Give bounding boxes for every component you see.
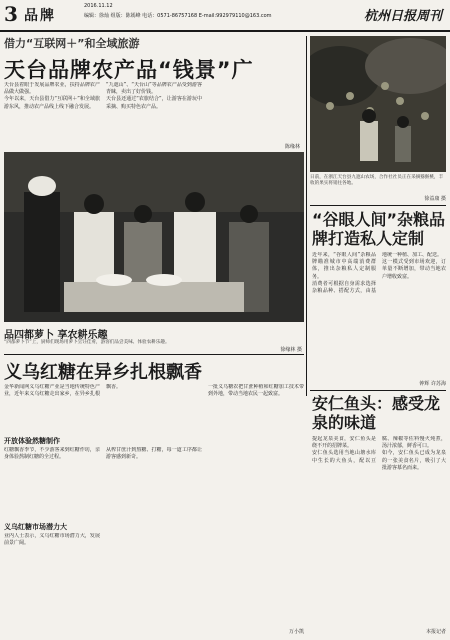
sugar-intro (4, 384, 304, 430)
column-rule (306, 36, 307, 396)
newspaper-logo: 杭州日报周刊 (363, 9, 442, 24)
grain-paragraph: 这一模式受到市场欢迎，订单量不断增加，带动当地农户增收致富。 (382, 259, 446, 280)
grain-headline: “谷眼人间”杂粮品牌打造私人定制 (312, 210, 446, 248)
grain-paragraph: 消费者可根据自身需求选择杂粮品种、搭配方式，由基地统一种植、加工、配送。 (312, 252, 443, 295)
lead-paragraph: 天台县还通过“农旅结合”，让游客在游玩中采摘、购买特色农产品。 (106, 96, 202, 110)
sugar-headline: 义乌红糖在异乡扎根飘香 (4, 362, 202, 383)
section-rule (310, 390, 446, 391)
fish-paragraph: 安仁鱼头选用当地山塘水库中生长的大鱼头，配以豆腐、辣椒等佐料慢火炖煮，汤汁浓郁，鲜香可口。 (312, 436, 446, 464)
fish-paragraph: 提起龙泉美食，安仁鱼头是绕不开的招牌菜。 (312, 436, 376, 450)
chef-photo-title: 品四都萝卜 享农耕乐趣 (4, 330, 108, 341)
orchard-photo-art (310, 36, 446, 172)
lead-paragraph: “九遮山”、“天台山”等品牌农产品受到游客青睐，卖出了好价钱。 (106, 82, 202, 96)
fish-byline: 本报记者 (425, 629, 446, 635)
editor-info: 编辑：徐灿 组版：陈嫣峰 电话：0571-86757168 E-mail:992979110@163.com (84, 13, 272, 19)
lead-paragraph: 今年以来，天台县借力“互联网＋”和全域旅游东风，推动农产品线上线下融合发展。 (4, 96, 100, 110)
sugar-paragraph: 从榨甘蔗汁到熬糖、打糖，每一道工序都让游客感到新奇。 (106, 447, 202, 461)
section-rule (4, 354, 304, 355)
orchard-caption: 日前，在浙江天台县九遮山农场，合作社社员正在采摘猕猴桃，丰收的果实将销往各地。 (310, 175, 444, 187)
sugar-subhead: 开放体验然糖制作 (4, 437, 60, 445)
fish-paragraph: 如今，安仁鱼头已成为龙泉的一张美食名片，吸引了大批游客慕名而来。 (382, 450, 446, 471)
lead-body (4, 82, 304, 140)
page-header (0, 0, 450, 32)
fish-body (312, 436, 446, 626)
grain-paragraph: 近年来，“谷眼人间”杂粮品牌瞄准城市中高端消费群体，推出杂粮私人定制服务。 (312, 252, 376, 280)
chef-photo-caption: “四都萝卜节”上，厨师们现场用萝卜烹饪佳肴，游客们品尝美味、体验农耕乐趣。 (4, 340, 170, 345)
sugar-body (4, 447, 304, 517)
orchard-photo (310, 36, 446, 172)
lead-byline: 陈缘林 (284, 144, 300, 150)
grain-body (312, 252, 446, 377)
section-rule (310, 205, 446, 206)
sugar-byline: 万小凯 (288, 629, 304, 635)
page-number: 3 (4, 2, 18, 26)
sugar-subhead: 义乌红糖市场潜力大 (4, 523, 67, 531)
sugar-body-2 (4, 533, 304, 625)
lead-article (4, 35, 304, 84)
issue-date: 2016.11.12 (84, 3, 113, 9)
chef-photo (4, 152, 304, 322)
sugar-paragraph: 红糖飘香季节，不少游客来到红糖作坊，亲身体验熬制红糖的全过程。 (4, 447, 100, 461)
fish-headline: 安仁鱼头：感受龙泉的味道 (312, 394, 441, 432)
chef-photo-art (4, 152, 304, 322)
grain-byline: 钟辉 许苏海 (419, 381, 446, 387)
lead-paragraph: 天台县着眼于发展品牌农业，扶持品牌农产品做大做强。 (4, 82, 100, 96)
chef-photo-credit: 徐缘林 摄 (280, 347, 302, 353)
orchard-photo-credit: 徐益康 摄 (424, 196, 446, 202)
sugar-intro-paragraph: 金华新闻网义乌红糖产业是当地传统特色产业，近年来义乌红糖走出家乡，在异乡扎根飘香。 (4, 384, 122, 398)
lead-kicker: 借力“互联网＋”和全域旅游 (4, 37, 140, 50)
section-name: 品牌 (24, 8, 56, 24)
sugar-intro-paragraph: 一批义乌糖农把甘蔗种植和红糖加工技术带到外地，带动当地农民一起致富。 (208, 384, 304, 398)
lead-headline: 天台品牌农产品“钱景”广 (4, 58, 254, 82)
sugar-paragraph: 业内人士表示，义乌红糖市场潜力大，发展前景广阔。 (4, 533, 100, 547)
